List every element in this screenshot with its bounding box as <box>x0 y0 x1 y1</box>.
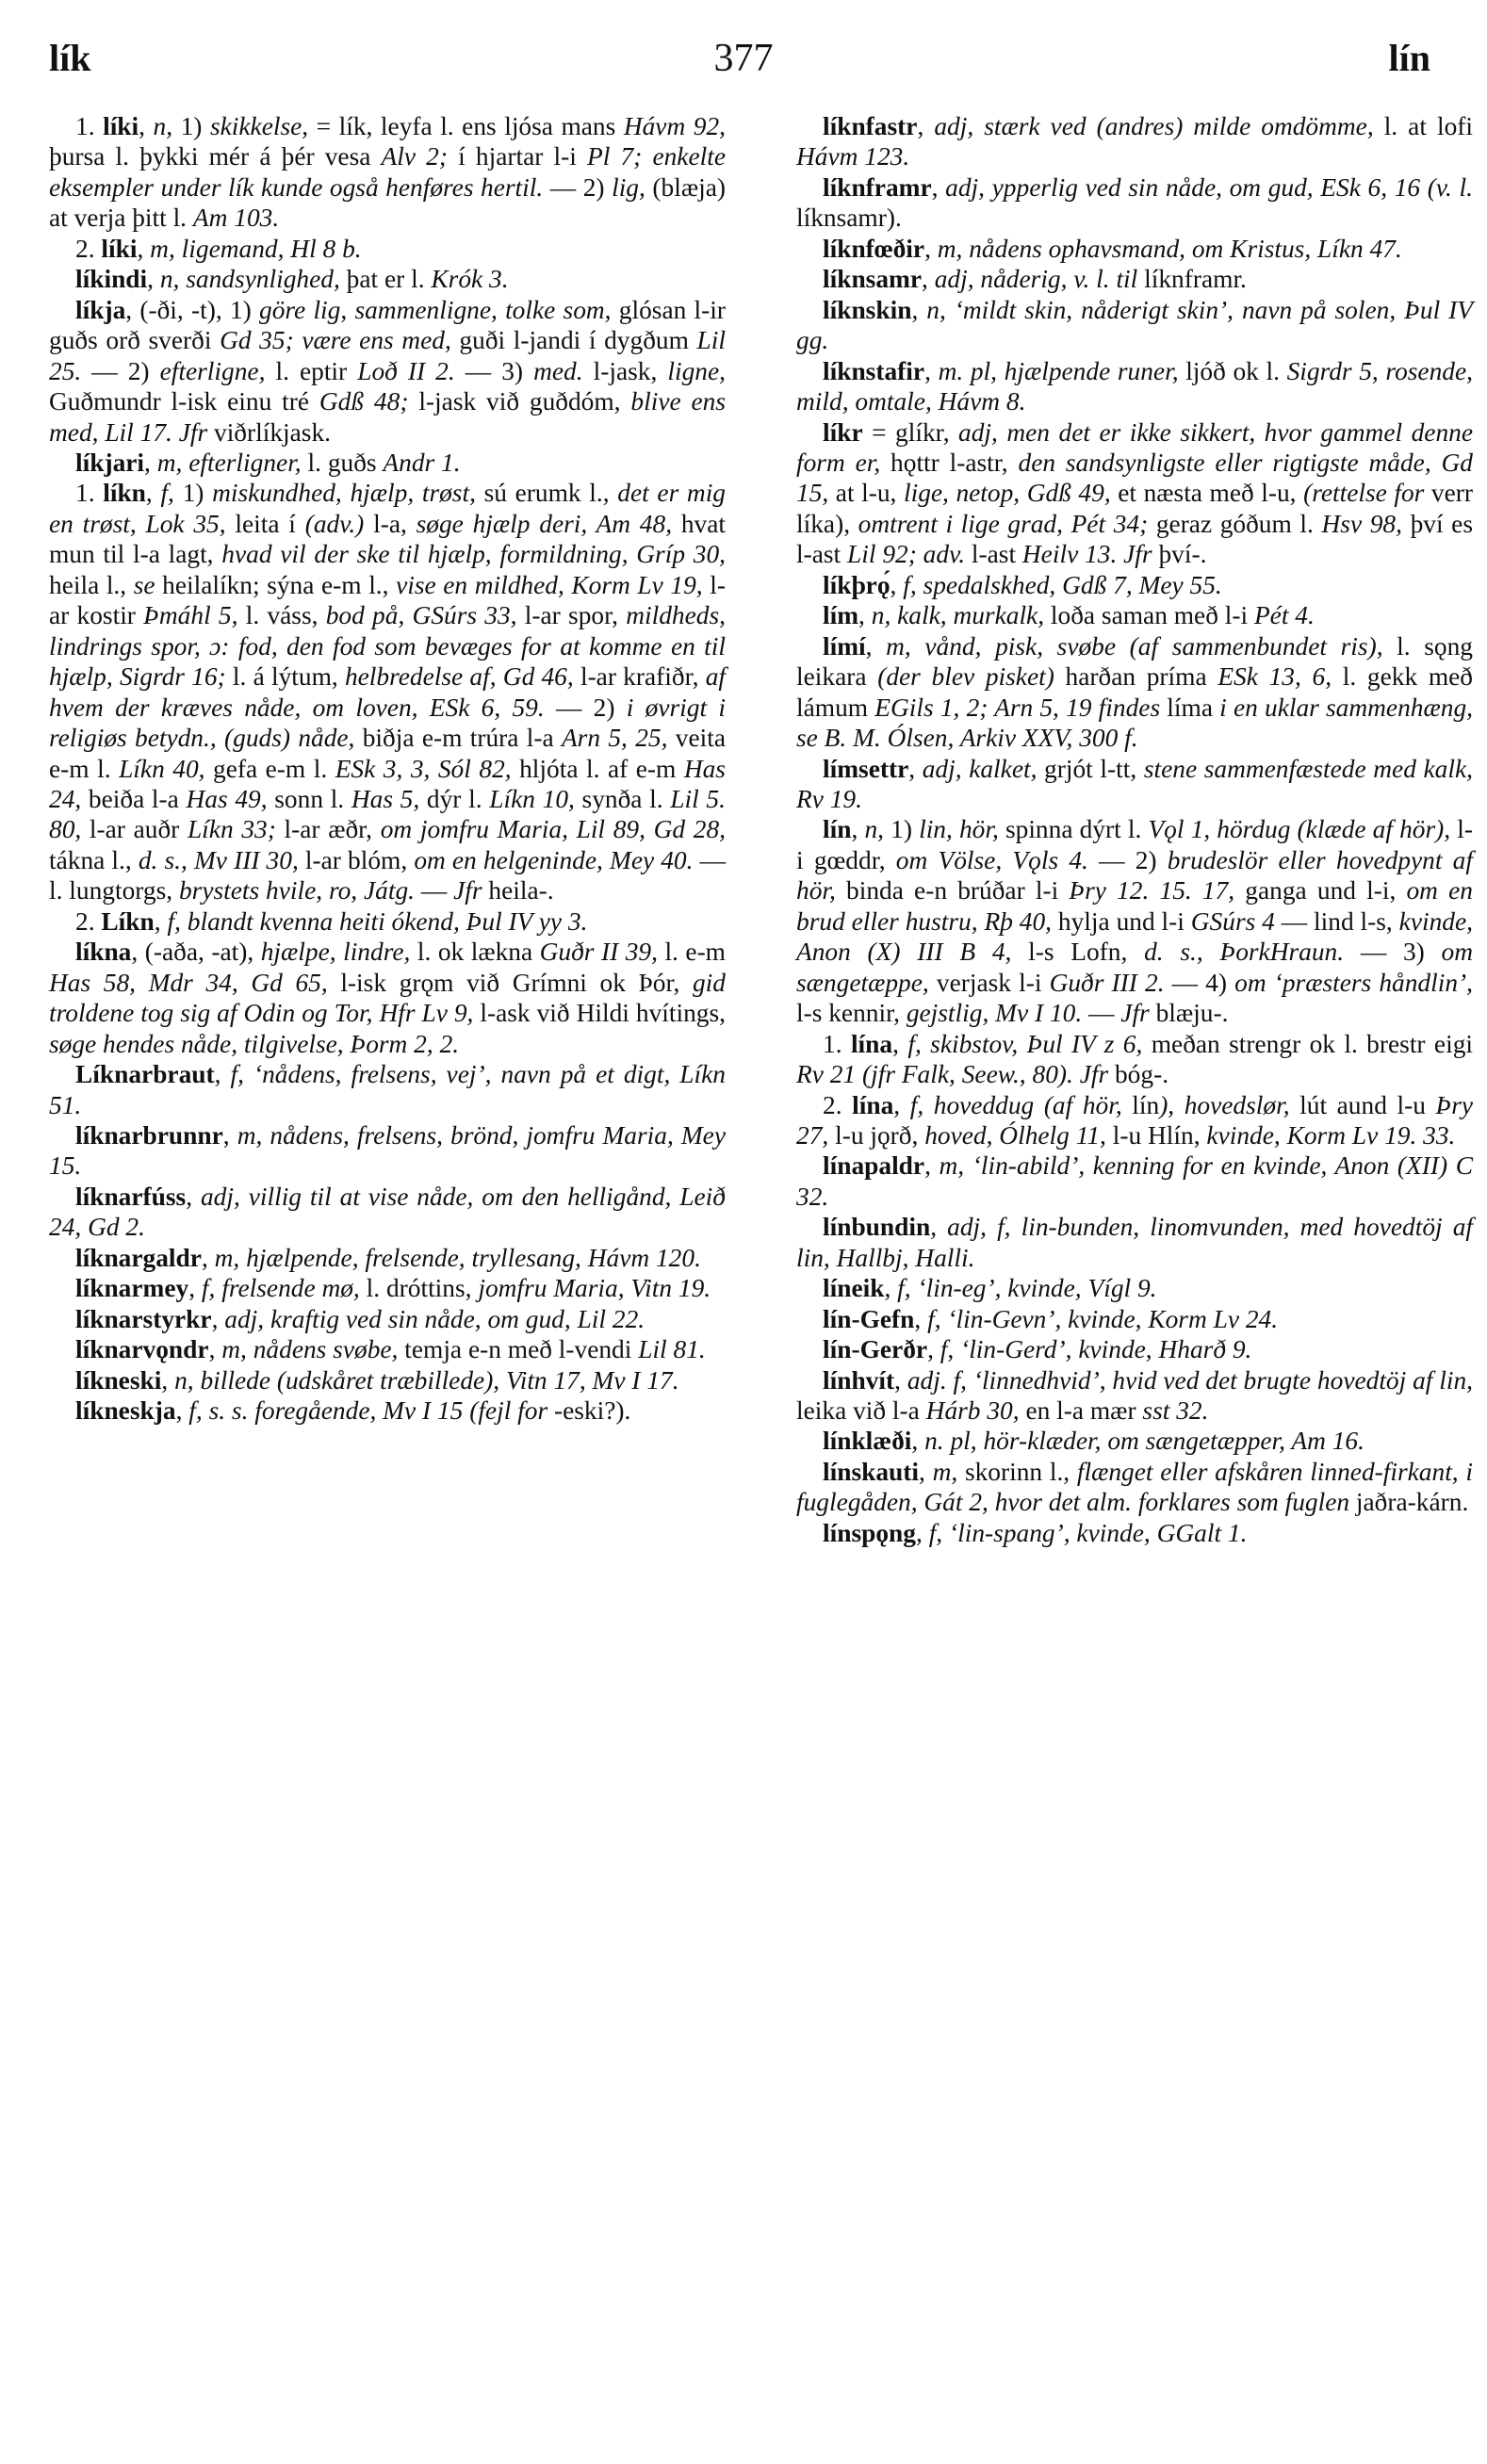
dictionary-entry: 1. lína, f, skibstov, Þul IV z 6, meðan strengr ok l. brestr eigi Rv 21 (jfr Falk, Seew., 80). Jfr bóg-. <box>796 1029 1474 1089</box>
dictionary-entry: lín-Gefn, f, ‘lin-Gevn’, kvinde, Korm Lv 24. <box>823 1304 1279 1333</box>
dictionary-entry: 2. líki, m, ligemand, Hl 8 b. <box>75 234 362 263</box>
left-column <box>49 111 726 1426</box>
dictionary-entry: líkja, (-ði, -t), 1) göre lig, sammenligne, tolke som, glósan l-ir guðs orð sverði Gd 35; være ens med, guði l-jandi í dygðum Lil 25. — 2) efterligne, l. eptir Loð II 2. — 3) med. l-jask, ligne, Guðmundr l-isk einu tré Gdß 48; l-jask við guðdóm, blive ens med, Lil 17. Jfr viðrlíkjask. <box>49 295 727 447</box>
dictionary-entry: líknskin, n, ‘mildt skin, nåderigt skin’, navn på solen, Þul IV gg. <box>796 295 1473 355</box>
dictionary-entry: líknframr, adj, ypperlig ved sin nåde, om gud, ESk 6, 16 (v. l. líknsamr). <box>796 172 1473 233</box>
dictionary-entry: línklæði, n. pl, hör-klæder, om sængetæpper, Am 16. <box>823 1427 1364 1456</box>
dictionary-entry: líknargaldr, m, hjælpende, frelsende, tryllesang, Hávm 120. <box>75 1243 701 1272</box>
dictionary-entry: 2. Líkn, f, blandt kvenna heiti ókend, Þul IV yy 3. <box>75 906 588 936</box>
dictionary-entry: línskauti, m, skorinn l., flænget eller afskåren linned-firkant, i fuglegåden, Gát 2, hvor det alm. forklares som fuglen jaðra-kárn. <box>796 1457 1473 1517</box>
dictionary-entry: 1. líkn, f, 1) miskundhed, hjælp, trøst, sú erumk l., det er mig en trøst, Lok 35, leita í (adv.) l-a, søge hjælp deri, Am 48, hvat mun til l-a lagt, hvad vil der ske til hjælp, formildning, Gríp 30, heila l., se heilalíkn; sýna e-m l., vise en mildhed, Korm Lv 19, l-ar kostir Þmáhl 5, l. váss, bod på, GSúrs 33, l-ar spor, mildheds, lindrings spor, ɔ: fod, den fod som bevæges for at komme en til hjælp, Sigrdr 16; l. á lýtum, helbredelse af, Gd 46, l-ar krafiðr, af hvem der kræves nåde, om loven, ESk 6, 59. — 2) i øvrigt i religiøs betydn., (guds) nåde, biðja e-m trúra l-a Arn 5, 25, veita e-m l. Líkn 40, gefa e-m l. ESk 3, 3, Sól 82, hljóta l. af e-m Has 24, beiða l-a Has 49, sonn l. Has 5, dýr l. Líkn 10, synða l. Lil 5. 80, l-ar auðr Líkn 33; l-ar æðr, om jomfru Maria, Lil 89, Gd 28, tákna l., d. s., Mv III 30, l-ar blóm, om en helgeninde, Mey 40. — l. lungtorgs, brystets hvile, ro, Játg. — Jfr heila-. <box>49 479 727 906</box>
dictionary-entry: línhvít, adj. f, ‘linnedhvid’, hvid ved det brugte hovedtöj af lin, leika við l-a Hárb 30, en l-a mær sst 32. <box>796 1365 1474 1426</box>
dictionary-entry: líknsamr, adj, nåderig, v. l. til líknframr. <box>823 265 1247 294</box>
dictionary-entry: líkjari, m, efterligner, l. guðs Andr 1. <box>75 448 461 477</box>
dictionary-entry: lín, n, 1) lin, hör, spinna dýrt l. Vǫl 1, hördug (klæde af hör), l-i gœddr, om Völse, Vǫls 4. — 2) brudeslör eller hovedpynt af hör, binda e-n brúðar l-i Þry 12. 15. 17, ganga und l-i, om en brud eller hustru, Rþ 40, hylja und l-i GSúrs 4 — lind l-s, kvinde, Anon (X) III B 4, l-s Lofn, d. s., ÞorkHraun. — 3) om sængetæppe, verjask l-i Guðr III 2. — 4) om ‘præsters håndlin’, l-s kennir, gejstlig, Mv I 10. — Jfr blæju-. <box>796 815 1473 1028</box>
dictionary-entry: líkneskja, f, s. s. foregående, Mv I 15 (fejl for -eski?). <box>75 1396 631 1426</box>
dictionary-entry: líknfœðir, m, nådens ophavsmand, om Kristus, Líkn 47. <box>823 234 1402 263</box>
dictionary-entry: líknfastr, adj, stærk ved (andres) milde omdömme, l. at lofi Hávm 123. <box>796 112 1473 171</box>
dictionary-entry: líkþrǫ́, f, spedalskhed, Gdß 7, Mey 55. <box>823 570 1222 599</box>
right-column <box>796 111 1473 1548</box>
dictionary-entry: líknarfúss, adj, villig til at vise nåde, om den helligånd, Leið 24, Gd 2. <box>49 1182 726 1242</box>
header-left-word: lík <box>49 37 91 79</box>
dictionary-entry: Líknarbraut, f, ‘nådens, frelsens, vej’, navn på et digt, Líkn 51. <box>49 1060 727 1119</box>
dictionary-entry: línapaldr, m, ‘lin-abild’, kenning for en kvinde, Anon (XII) C 32. <box>796 1151 1473 1211</box>
dictionary-entry: líknarmey, f, frelsende mø, l. dróttins, jomfru Maria, Vitn 19. <box>75 1274 711 1303</box>
dictionary-entry: lín-Gerðr, f, ‘lin-Gerd’, kvinde, Hharð 9. <box>823 1335 1252 1364</box>
dictionary-entry: líkindi, n, sandsynlighed, þat er l. Krók 3. <box>75 265 509 294</box>
dictionary-entry: 1. líki, n, 1) skikkelse, = lík, leyfa l. ens ljósa mans Hávm 92, þursa l. þykki mér á þér vesa Alv 2; í hjartar l-i Pl 7; enkelte eksempler under lík kunde også henføres hertil. — 2) lig, (blæja) at verja þitt l. Am 103. <box>49 112 727 233</box>
dictionary-entry: líkneski, n, billede (udskåret træbillede), Vitn 17, Mv I 17. <box>75 1365 679 1395</box>
dictionary-entry: líkna, (-aða, -at), hjælpe, lindre, l. ok lækna Guðr II 39, l. e-m Has 58, Mdr 34, Gd 65, l-isk grǫm við Grímni ok Þór, gid troldene tog sig af Odin og Tor, Hfr Lv 9, l-ask við Hildi hvítings, søge hendes nåde, tilgivelse, Þorm 2, 2. <box>49 938 726 1058</box>
dictionary-entry: línbundin, adj, f, lin-bunden, linomvunden, med hovedtöj af lin, Hallbj, Halli. <box>796 1213 1473 1272</box>
dictionary-entry: líkr = glíkr, adj, men det er ikke sikkert, hvor gammel denne form er, hǫttr l-astr, den sandsynligste eller rigtigste måde, Gd 15, at l-u, lige, netop, Gdß 49, et næsta með l-u, (rettelse for verr líka), omtrent i lige grad, Pét 34; geraz góðum l. Hsv 98, því es l-ast Lil 92; adv. l-ast Heilv 13. Jfr því-. <box>796 417 1473 569</box>
dictionary-entry: lím, n, kalk, murkalk, loða saman með l-i Pét 4. <box>823 601 1315 630</box>
dictionary-entry: límí, m, vånd, pisk, svøbe (af sammenbundet ris), l. sǫng leikara (der blev pisket) harðan príma ESk 13, 6, l. gekk með lámum EGils 1, 2; Arn 5, 19 findes líma i en uklar sammenhæng, se B. M. Ólsen, Arkiv XXV, 300 f. <box>796 631 1473 753</box>
running-head <box>0 36 1487 92</box>
page-number: 377 <box>713 37 774 80</box>
dictionary-entry: líknarstyrkr, adj, kraftig ved sin nåde, om gud, Lil 22. <box>75 1304 645 1333</box>
dictionary-entry: límsettr, adj, kalket, grjót l-tt, stene sammenfæstede med kalk, Rv 19. <box>796 754 1473 813</box>
dictionary-entry: líknarbrunnr, m, nådens, frelsens, brönd, jomfru Maria, Mey 15. <box>49 1120 726 1181</box>
dictionary-entry: líknarvǫndr, m, nådens svøbe, temja e-n með l-vendi Lil 81. <box>75 1335 706 1364</box>
dictionary-entry: líneik, f, ‘lin-eg’, kvinde, Vígl 9. <box>823 1274 1157 1303</box>
header-right-word: lín <box>1388 37 1430 79</box>
dictionary-entry: línspǫng, f, ‘lin-spang’, kvinde, GGalt 1. <box>823 1518 1248 1547</box>
dictionary-entry: líknstafir, m. pl, hjælpende runer, ljóð ok l. Sigrdr 5, rosende, mild, omtale, Hávm 8. <box>796 356 1473 416</box>
dictionary-entry: 2. lína, f, hoveddug (af hör, lín), hovedslør, lút aund l-u Þry 27, l-u jǫrð, hoved, Ólhelg 11, l-u Hlín, kvinde, Korm Lv 19. 33. <box>796 1090 1474 1150</box>
